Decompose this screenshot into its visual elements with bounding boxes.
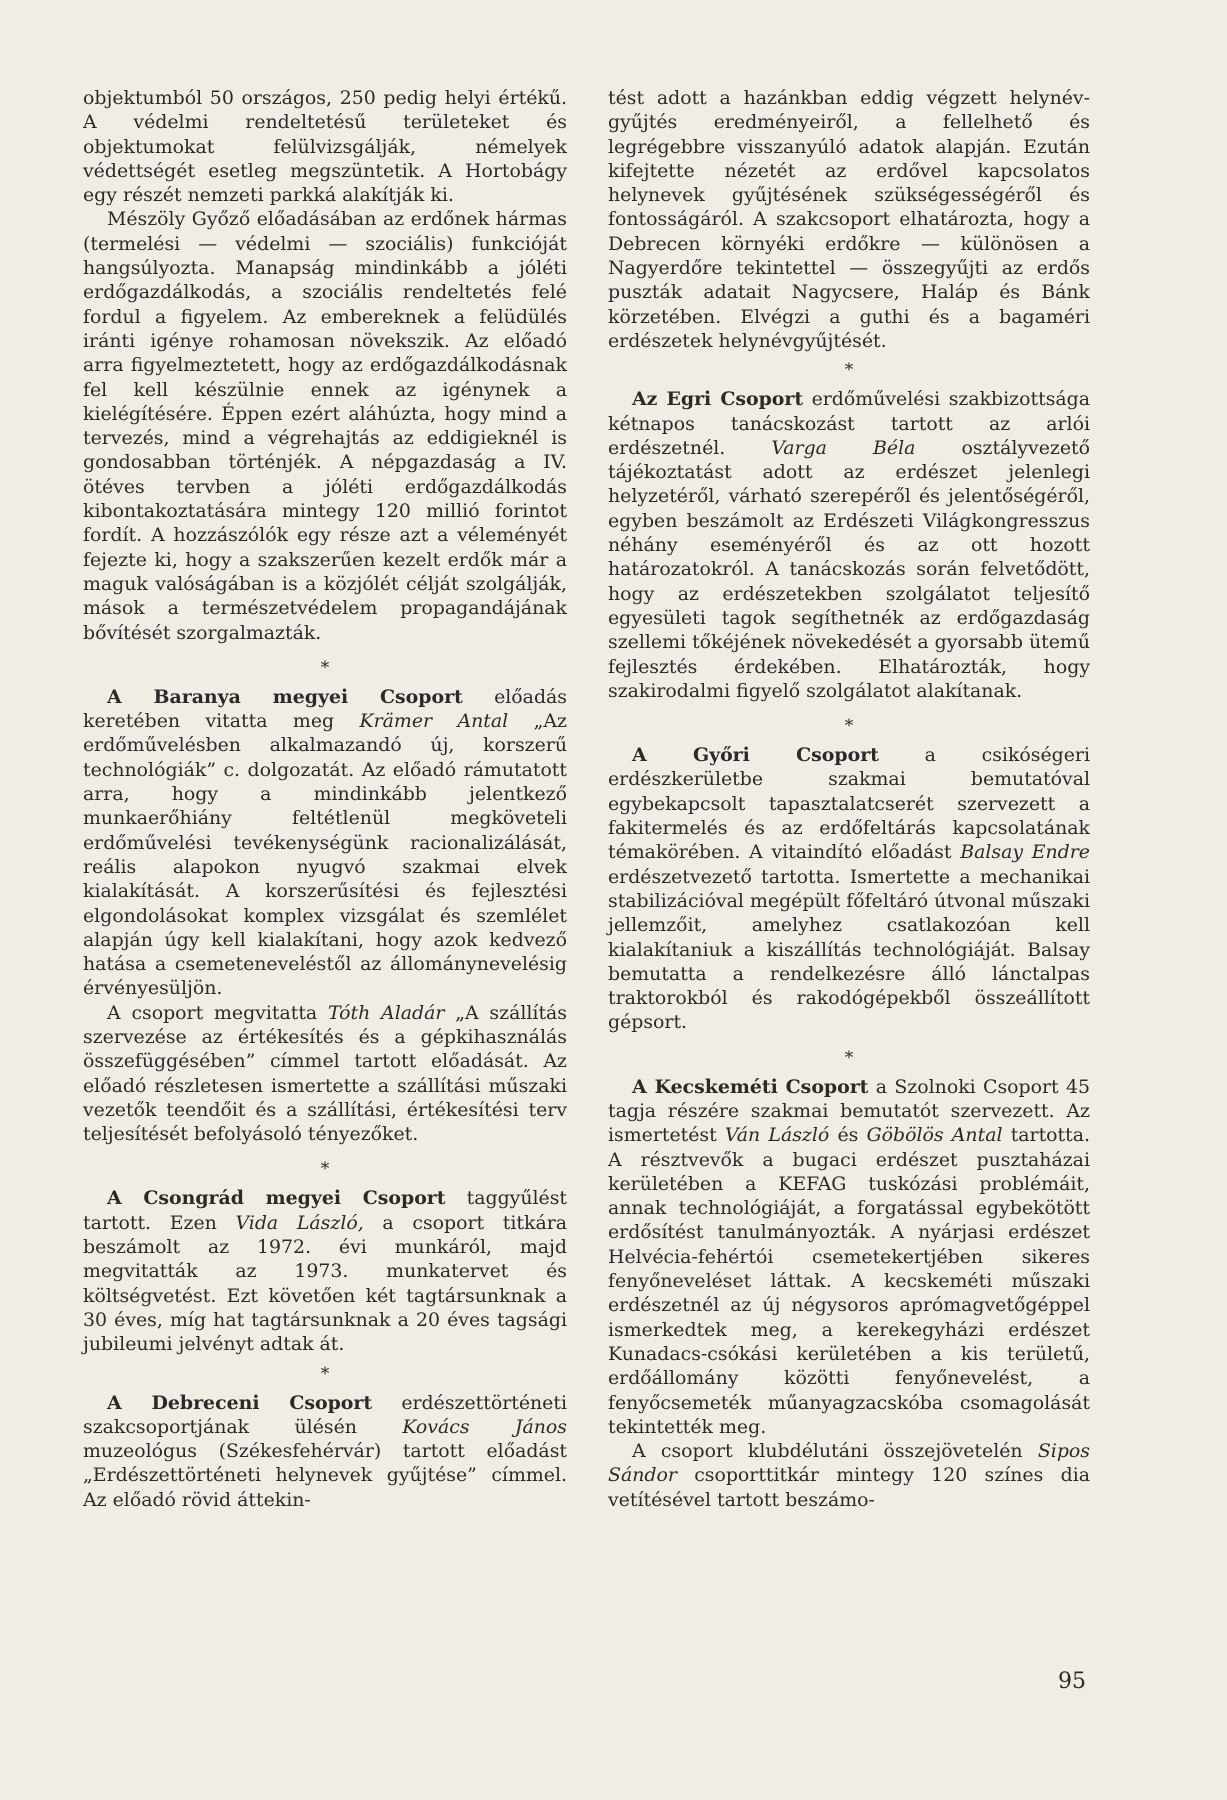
group-name: A Baranya megyei Csoport [107,685,463,708]
text: a csoport titkára beszámolt az 1972. évi munkáról, majd megvitatták az 1973. munkatervet és költségvetést. Ezt követően két tagtársunknak a 30 éves, míg hat tagtársunknak a 20 éves tagsági jubileumi jelvényt adtak át. [83,1211,567,1356]
group-name: A Kecskeméti Csoport [632,1075,869,1098]
paragraph-kecskemet [608,1075,1090,1439]
text: erdészetvezető tartotta. Ismertette a mechanikai stabilizációval megépült főfeltáró útvonal műszaki jellemzőit, amelyhez csatlakozóan kell kialakítaniuk a kiszállítás technológiáját. Balsay bemutatta a rendelkezésre álló lánctalpas traktorokból és rakodógépekből összeállított gépsort. [608,865,1090,1034]
text: „Az erdőművelésben alkalmazandó új, korszerű technológiák” c. dolgozatát. Az előadó rámutatott arra, hogy a mindinkább jelentkező munkaerőhiány feltétlenül megköveteli erdőművelési tevékenységünk racionalizálását, reális alapokon nyugvó szakmai elvek kialakítását. A korszerűsítési és fejlesztési elgondolásokat komplex vizsgálat és szemlélet alapján úgy kell kialakítani, hogy azok kedvező hatása a csemeteneveléstől az állománynevelésig érvényesüljön. [83,710,567,1000]
person-name: Krämer Antal [359,710,509,733]
paragraph: tést adott a hazánkban eddig végzett helynév-gyűjtés eredményeiről, a fellelhető és legrégebbre visszanyúló adatok alapján. Ezután kifejtette nézetét az erdővel kapcsolatos helynevek gyűjtésének szükségességéről és fontosságáról. A szakcsoport elhatározta, hogy a Debrecen környéki erdőkre — különösen a Nagyerdőre tekintettel — összegyűjti az erdős puszták adatait Nagycsere, Haláp és Bánk körzetében. Elvégzi a guthi és a bagaméri erdészetek helynévgyűjtését. [608,87,1090,352]
paragraph-baranya-2 [83,1001,567,1147]
page-number: 95 [1058,1669,1086,1694]
person-name: Vida László, [235,1211,364,1234]
section-separator: * [320,1159,330,1180]
person-name: Tóth Aladár [327,1001,445,1024]
left-column [83,86,567,1512]
paragraph-baranya [83,685,567,1001]
text: A csoport megvitatta [107,1001,328,1024]
group-name: Az Egri Csoport [632,388,804,411]
group-name: A Debreceni Csoport [107,1391,373,1414]
text: a Szolnoki Csoport 45 tagja részére szakmai bemutatót szervezett. Az ismertetést [608,1075,1090,1147]
section-separator: * [320,657,330,678]
paragraph-debrecen [83,1391,567,1512]
section-separator: * [844,1047,854,1068]
paragraph: Mészöly Győző előadásában az erdőnek hármas (termelési — védelmi — szociális) funkcióját hangsúlyozta. Manapság mindinkább a jóléti erdőgazdálkodás, a szociális rendeltetés felé fordul a figyelem. Az embereknek a felüdülés iránti igénye rohamosan növekszik. Az előadó arra figyelmeztetett, hogy az erdőgazdálkodásnak fel kell készülnie ennek az igénynek a kielégítésére. Éppen ezért aláhúzta, hogy mind a tervezés, mind a végrehajtás az eddigieknél is gondosabban történjék. A népgazdaság a IV. ötéves tervben a jóléti erdőgazdálkodás kibontakoztatására mintegy 120 millió forintot fordít. A hozzászólók egy része azt a véleményét fejezte ki, hogy a szakszerűen kezelt erdők már a maguk valóságában is a közjólét célját szolgálják, mások a természetvédelem propagandájának bővítését szorgalmazták. [83,208,567,644]
person-name: Varga Béla [771,436,916,459]
text: erdőművelési szakbizottsága kétnapos tanácskozást tartott az arlói erdészetnél. [608,388,1091,459]
text: „A szállítás szervezése az értékesítés és a gépkihasználás összefüggésében” címmel tartott előadását. Az előadó részletesen ismertette a szállítási műszaki vezetők teendőit és a szállítási, értékesítési terv teljesítését befolyásoló tényezőket. [83,1001,568,1146]
paragraph-eger [608,387,1090,703]
paragraph-csongrad [83,1186,567,1356]
person-name: Kovács János [402,1415,567,1438]
text: erdészettörténeti szakcsoportjának ülésén [83,1391,567,1438]
paragraph-kecskemet-2 [608,1439,1090,1512]
text: osztályvezető tájékoztatást adott az erdészet jelenlegi helyzetéről, várható szerepéről és jelentőségéről, egyben beszámolt az Erdészeti Világkongresszus néhány eseményéről és az ott hozott határozatokról. A tanácskozás során felvetődött, hogy az erdészetekben szolgálatot teljesítő egyesületi tagok segíthetnék az erdőgazdaság szellemi tőkéjének növekedését a gyorsabb ütemű fejlesztés érdekében. Elhatározták, hogy szakirodalmi figyelő szolgálatot alakítanak. [608,436,1090,702]
paragraph: objektumból 50 országos, 250 pedig helyi értékű. A védelmi rendeltetésű területeket és objektumokat felülvizsgálják, némelyek védettségét esetleg megszüntetik. A Hortobágy egy részét nemzeti parkká alakítják ki. [83,87,567,207]
text: taggyűlést tartott. Ezen [83,1187,568,1234]
person-name: Sipos Sándor [608,1440,1090,1487]
paragraph-gyor [608,743,1090,1035]
text: és [829,1124,867,1147]
text: muzeológus (Székesfehérvár) tartott előadást „Erdészettörténeti helynevek gyűjtése” címmel. Az előadó rövid áttekin- [83,1440,567,1511]
section-separator: * [844,360,854,381]
text: A csoport klubdélutáni összejövetelén [632,1440,1038,1463]
person-name: Balsay Endre [960,841,1090,864]
section-separator: * [320,1363,330,1384]
text: a csikóségeri erdészkerületbe szakmai bemutatóval egybekapcsolt tapasztalatcserét szervezett a fakitermelés és az erdőfeltárás kapcsolatának témakörében. A vitaindító előadást [608,744,1090,864]
right-column [608,86,1090,1512]
text: csoporttitkár mintegy 120 színes dia vetítésével tartott beszámo- [608,1464,1090,1511]
person-name: Göbölös Antal [866,1124,1003,1147]
section-separator: * [844,716,854,737]
text: tartotta. A résztvevők a bugaci erdészet pusztaházai kerületében a KEFAG tuskózási problémáit, annak technológiáját, a forgatással egybekötött erdősítést tanulmányozták. A nyárjasi erdészet Helvécia-fehértói csemetekertjében sikeres fenyőneveléset láttak. A kecskeméti műszaki erdészetnél az új négysoros aprómagvetőgéppel ismerkedtek meg, a kerekegyházi erdészet Kunadacs-csókási kerületében a kis területű, erdőállomány közötti fenyőnevelést, a fenyőcsemeték műanyagzacskóba csomagolását tekintették meg. [608,1124,1090,1438]
person-name: Ván László [724,1124,830,1147]
group-name: A Csongrád megyei Csoport [107,1187,446,1210]
group-name: A Győri Csoport [632,744,879,767]
text: előadás keretében vitatta meg [83,685,567,733]
